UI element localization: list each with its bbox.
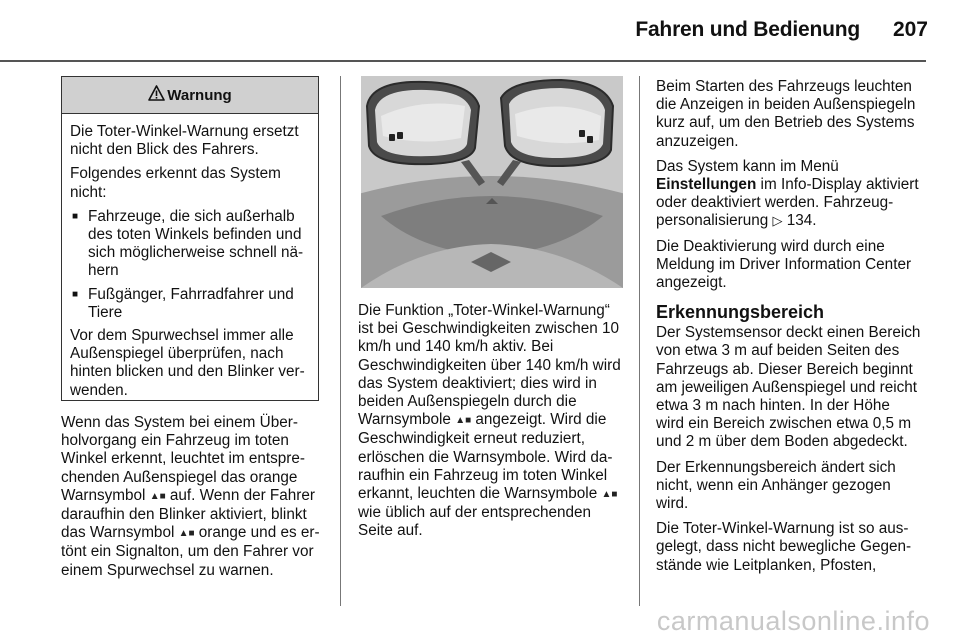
warning-intro: Die Toter-Winkel-Warnung ersetzt nicht den Blick des Fahrers. <box>70 123 299 159</box>
header-rule <box>0 60 926 62</box>
paragraph: Die Funktion „Toter-Winkel-Warnung“ ist bei Geschwindigkeiten zwischen 10 km/h und 140 km/h aktiv. Bei Geschwindigkeiten über 140 km/h wird das System deaktiviert; dies wird in beiden Außenspiegeln durch die Warnsymbole ▲■ angezeigt. Wird die Geschwindigkeit erneut reduziert, erlöschen die Warnsymbole. Wird daraufhin ein Fahrzeug im toten Winkel erkannt, leuchten die Warnsymbole ▲■ wie üblich auf der entsprechenden Seite auf. <box>358 302 621 540</box>
paragraph: Wenn das System bei einem Überholvorgang ein Fahrzeug im toten Winkel erkennt, leuchtet im entsprechenden Außenspiegel das orange Warnsymbol ▲■ auf. Wenn der Fahrer daraufhin den Blinker aktiviert, blinkt das Warnsymbol ▲■ orange und es ertönt ein Signalton, um den Fahrer vor einem Spurwechsel zu warnen. <box>61 414 320 579</box>
blind-spot-icon: ▲■ <box>601 489 618 501</box>
paragraph: Der Erkennungsbereich ändert sich nicht, wenn ein Anhänger gezogen wird. <box>656 458 896 513</box>
column-3 <box>656 78 922 582</box>
column-1 <box>61 414 325 587</box>
warning-bullet-text: Fahrzeuge, die sich außerhalb des toten Winkels befinden und sich möglicherweise schnell nähern <box>88 207 304 280</box>
page-number: 207 <box>892 18 928 41</box>
bullet-square-icon: ■ <box>72 288 79 300</box>
column-2 <box>358 302 624 548</box>
warning-box <box>61 76 319 401</box>
menu-name: Einstellungen <box>656 176 757 194</box>
watermark-text: carmanualsonline.info <box>656 606 930 636</box>
paragraph: Das System kann im Menü Einstellungen im Info-Display aktiviert oder deaktiviert werden. Fahrzeugpersonalisierung ▷ 134. <box>656 157 919 230</box>
paragraph: Beim Starten des Fahrzeugs leuchten die Anzeigen in beiden Außenspiegeln kurz auf, um den Betrieb des Systems anzuzeigen. <box>656 78 916 150</box>
page-ref[interactable]: 134 <box>786 212 813 230</box>
warning-bullet-text: Fußgänger, Fahrradfahrer und Tiere <box>88 285 294 321</box>
warning-triangle-icon <box>148 85 165 105</box>
paragraph: Die Deaktivierung wird durch eine Meldung im Driver Information Center angezeigt. <box>656 237 912 292</box>
bullet-square-icon: ■ <box>72 210 79 222</box>
page-header-title: Fahren und Bedienung <box>635 18 860 41</box>
warning-bullet <box>70 208 310 281</box>
section-heading: Erkennungsbereich <box>656 302 825 323</box>
blind-spot-icon: ▲■ <box>455 415 472 427</box>
page-ref-arrow-icon: ▷ <box>772 213 783 229</box>
blind-spot-icon: ▲■ <box>178 528 195 540</box>
paragraph: Die Toter-Winkel-Warnung ist so ausgelegt, dass nicht bewegliche Gegenstände wie Leitplanken, Pfosten, <box>656 520 912 574</box>
paragraph: Der Systemsensor deckt einen Bereich von etwa 3 m auf beiden Seiten des Fahrzeugs ab. Dieser Bereich beginnt am jeweiligen Außenspiegel und reicht etwa 3 m nach hinten. In der Höhe wird ein Bereich zwischen etwa 0,5 m und 2 m über dem Boden abgedeckt. <box>656 324 921 451</box>
warning-detect-intro: Folgendes erkennt das System nicht: <box>70 165 281 201</box>
blind-spot-icon: ▲■ <box>149 490 166 502</box>
column-divider-1 <box>340 76 341 606</box>
warning-header <box>62 77 318 114</box>
warning-bullet <box>70 286 310 322</box>
mirror-illustration <box>361 76 623 288</box>
warning-outro: Vor dem Spurwechsel immer alle Außenspiegel überprüfen, nach hinten blicken und den Blinker verwenden. <box>70 327 305 399</box>
column-divider-2 <box>639 76 640 606</box>
warning-heading: Warnung <box>167 86 232 104</box>
warning-body <box>62 114 318 400</box>
